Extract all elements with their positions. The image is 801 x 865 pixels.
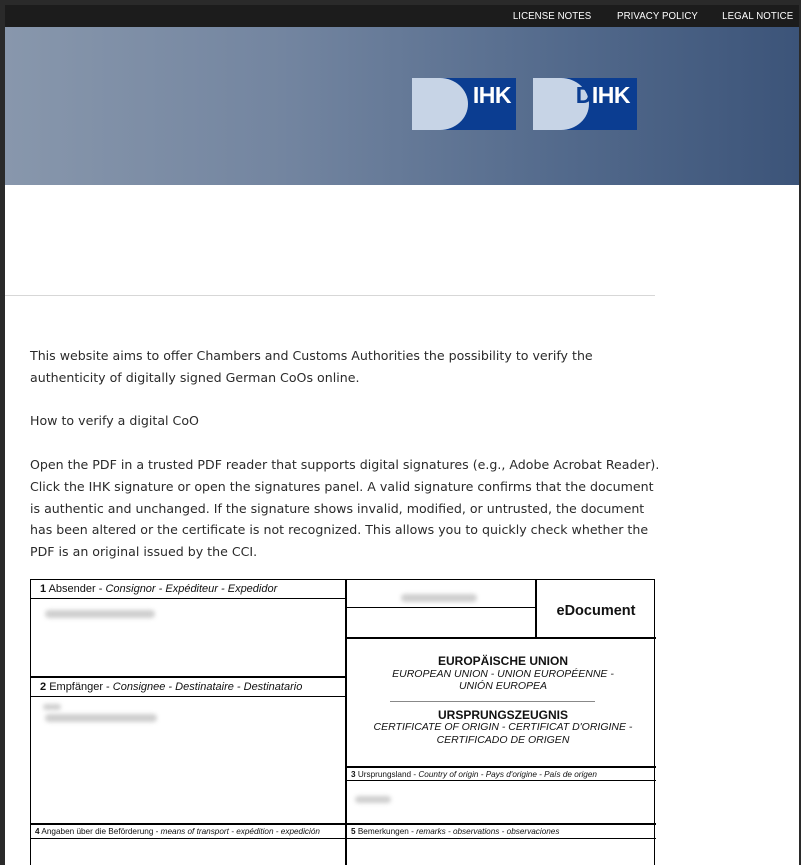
dihk-logo[interactable] [533,78,637,130]
main-content [30,345,662,585]
intro-paragraph: This website aims to offer Chambers and Customs Authorities the possibility to verify the authenticity of digitally signed German CoOs online. [30,348,593,385]
legal-notice-link[interactable]: LEGAL NOTICE [721,10,793,22]
howto-paragraph: Open the PDF in a trusted PDF reader that supports digital signatures (e.g., Adobe Acrobat Reader). Click the IHK signature or open the signatures panel. A valid signature confirms that the document is authentic and unchanged. If the signature shows invalid, modified, or untrusted, the document has been altered or the certificate is not recognized. This allows you to quickly check whether the PDF is an original issued by the CCI. [30,457,660,559]
eu-subtitle-1: EUROPEAN UNION - UNION EUROPÉENNE - [392,667,614,680]
license-notes-link[interactable]: LICENSE NOTES [513,10,592,22]
box1-label: 1 Absender - Consignor - Expéditeur - Expedidor [40,583,278,595]
box2-label: 2 Empfänger - Consignee - Destinataire - Destinatario [40,681,303,693]
ihk-logo-text: IHK [472,82,511,108]
browser-viewport [5,5,799,865]
redacted-country-of-origin [355,796,391,803]
eu-title: EUROPÄISCHE UNION [437,654,568,668]
ihk-logo-shape [412,78,468,130]
edocument-label: eDocument [556,603,636,619]
ihk-logo[interactable] [412,78,516,130]
redacted-consignee-line2 [45,714,157,722]
top-navigation-bar [5,5,799,27]
box5-label: 5 Bemerkungen - remarks - observations - observaciones [351,827,560,836]
coo-subtitle-2: CERTIFICADO DE ORIGEN [436,733,570,746]
box3-label: 3 Ursprungsland - Country of origin - Pays d'origine - País de origen [351,770,597,779]
section-divider [5,295,655,296]
dihk-logo-text [576,82,630,109]
dihk-logo-d: D [575,82,592,108]
howto-heading: How to verify a digital CoO [30,413,199,429]
hero-banner [5,27,799,185]
redacted-consignee-line1 [43,704,61,710]
box4-label: 4 Angaben über die Beförderung - means of transport - expédition - expedición [35,827,320,836]
coo-subtitle-1: CERTIFICATE OF ORIGIN - CERTIFICAT D'ORIGINE - [373,721,633,733]
redacted-reference-number [401,594,477,602]
redacted-consignor [45,610,155,618]
eu-subtitle-2: UNIÓN EUROPEA [458,680,548,692]
privacy-policy-link[interactable]: PRIVACY POLICY [616,10,698,22]
eu-title-block [351,655,655,746]
top-nav [506,5,793,27]
dihk-logo-ihk: IHK [591,82,630,108]
certificate-of-origin-sample [30,579,655,865]
coo-title: URSPRUNGSZEUGNIS [437,707,568,722]
